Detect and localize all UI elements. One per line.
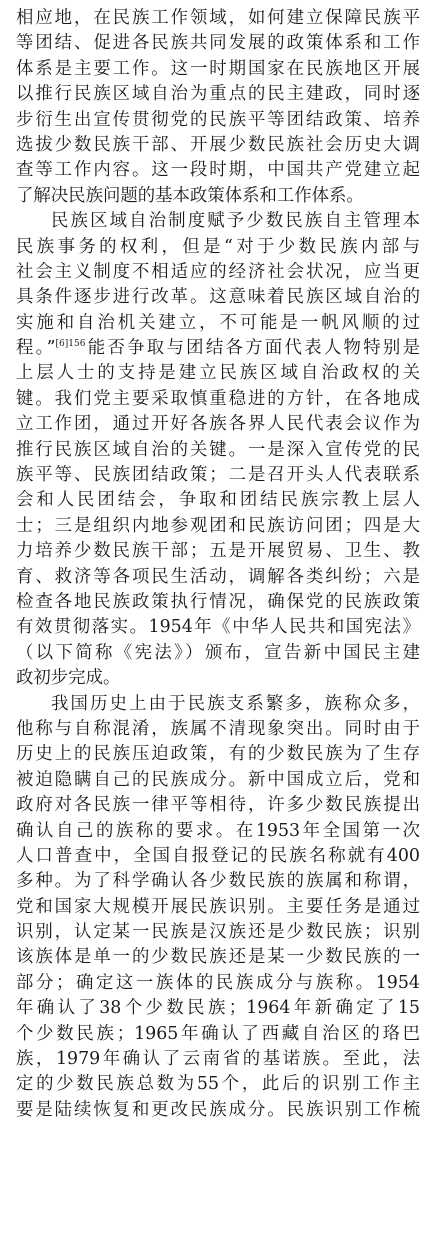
text-line: 党和国家大规模开展民族识别。主要任务是通过	[16, 896, 420, 917]
text-line: 年确认了38个少数民族；1964年新确定了15	[16, 998, 420, 1019]
text-line: 多种。为了科学确认各少数民族的族属和称谓，	[16, 871, 420, 892]
text-line: 力培养少数民族干部；五是开展贸易、卫生、教	[16, 541, 420, 562]
text-line: （以下简称《宪法》）颁布，宣告新中国民主建	[16, 642, 420, 663]
text-line: 以推行民族区域自治为重点的民主建政，同时逐	[16, 84, 420, 105]
text-segment: 能否争取与团结各方面代表人物特别是	[85, 338, 420, 359]
paragraph-2	[16, 209, 420, 691]
text-line: 确认自己的族称的要求。在1953年全国第一次	[16, 820, 420, 841]
text-line: 查等工作内容。这一段时期，中国共产党建立起	[16, 160, 420, 181]
text-line: 历史上的民族压迫政策，有的少数民族为了生存	[16, 744, 420, 765]
text-line: 选拔少数民族干部、开展少数民族社会历史大调	[16, 134, 420, 155]
paragraph-3	[16, 692, 420, 1124]
text-line: 族平等、民族团结政策；二是召开头人代表联系	[16, 465, 420, 486]
text-line: 了解决民族问题的基本政策体系和工作体系。	[16, 185, 364, 206]
text-line: 键。我们党主要采取慎重稳进的方针，在各地成	[16, 388, 420, 409]
text-line: 被迫隐瞒自己的民族成分。新中国成立后，党和	[16, 769, 420, 790]
text-line-with-citation	[16, 336, 420, 361]
text-line: 社会主义制度不相适应的经济社会状况，应当更	[16, 261, 420, 282]
paragraph-1	[16, 6, 420, 209]
text-line: 实施和自治机关建立，不可能是一帆风顺的过	[16, 312, 420, 333]
text-line: 有效贯彻落实。1954年《中华人民共和国宪法》	[16, 617, 420, 638]
document-page	[16, 6, 420, 1123]
text-line: 育、救济等各项民生活动，调解各类纠纷；六是	[16, 566, 420, 587]
text-line: 个少数民族；1965年确认了西藏自治区的珞巴	[16, 1023, 420, 1044]
text-line: 定的少数民族总数为55个，此后的识别工作主	[16, 1074, 420, 1095]
text-line: 具条件逐步进行改革。这意味着民族区域自治的	[16, 287, 420, 308]
text-line: 相应地，在民族工作领域，如何建立保障民族平	[16, 8, 420, 28]
text-line: 民族事务的权利，但是“对于少数民族内部与	[16, 236, 420, 257]
text-line: 我国历史上由于民族支系繁多，族称众多，	[51, 693, 420, 714]
text-line: 识别，认定某一民族是汉族还是少数民族；识别	[16, 922, 420, 943]
text-line: 上层人士的支持是建立民族区域自治政权的关	[16, 363, 420, 384]
text-line: 该族体是单一的少数民族还是某一少数民族的一	[16, 947, 420, 968]
text-line: 立工作团，通过开好各族各界人民代表会议作为	[16, 414, 420, 435]
text-line: 政初步完成。	[16, 668, 121, 689]
text-line: 人口普查中，全国自报登记的民族名称就有400	[16, 845, 420, 866]
text-line: 民族区域自治制度赋予少数民族自主管理本	[51, 211, 420, 232]
text-line: 会和人民团结会，争取和团结民族宗教上层人	[16, 490, 420, 511]
text-line: 体系是主要工作。这一时期国家在民族地区开展	[16, 58, 420, 79]
citation-reference: [6]156	[55, 339, 86, 350]
text-line: 推行民族区域自治的关键。一是深入宣传党的民	[16, 439, 420, 460]
text-line: 步衍生出宣传贯彻党的民族平等团结政策、培养	[16, 109, 420, 130]
text-line: 士；三是组织内地参观团和民族访问团；四是大	[16, 515, 420, 536]
text-line: 等团结、促进各民族共同发展的政策体系和工作	[16, 33, 420, 54]
text-line: 政府对各民族一律平等相待，许多少数民族提出	[16, 795, 420, 816]
text-line: 检查各地民族政策执行情况，确保党的民族政策	[16, 591, 420, 612]
text-line: 要是陆续恢复和更改民族成分。民族识别工作梳	[16, 1099, 420, 1120]
text-line: 族，1979年确认了云南省的基诺族。至此，法	[16, 1049, 420, 1070]
text-segment: 程。”	[16, 338, 56, 359]
text-line: 他称与自称混淆，族属不清现象突出。同时由于	[16, 718, 420, 739]
text-line: 部分；确定这一族体的民族成分与族称。1954	[16, 972, 420, 993]
